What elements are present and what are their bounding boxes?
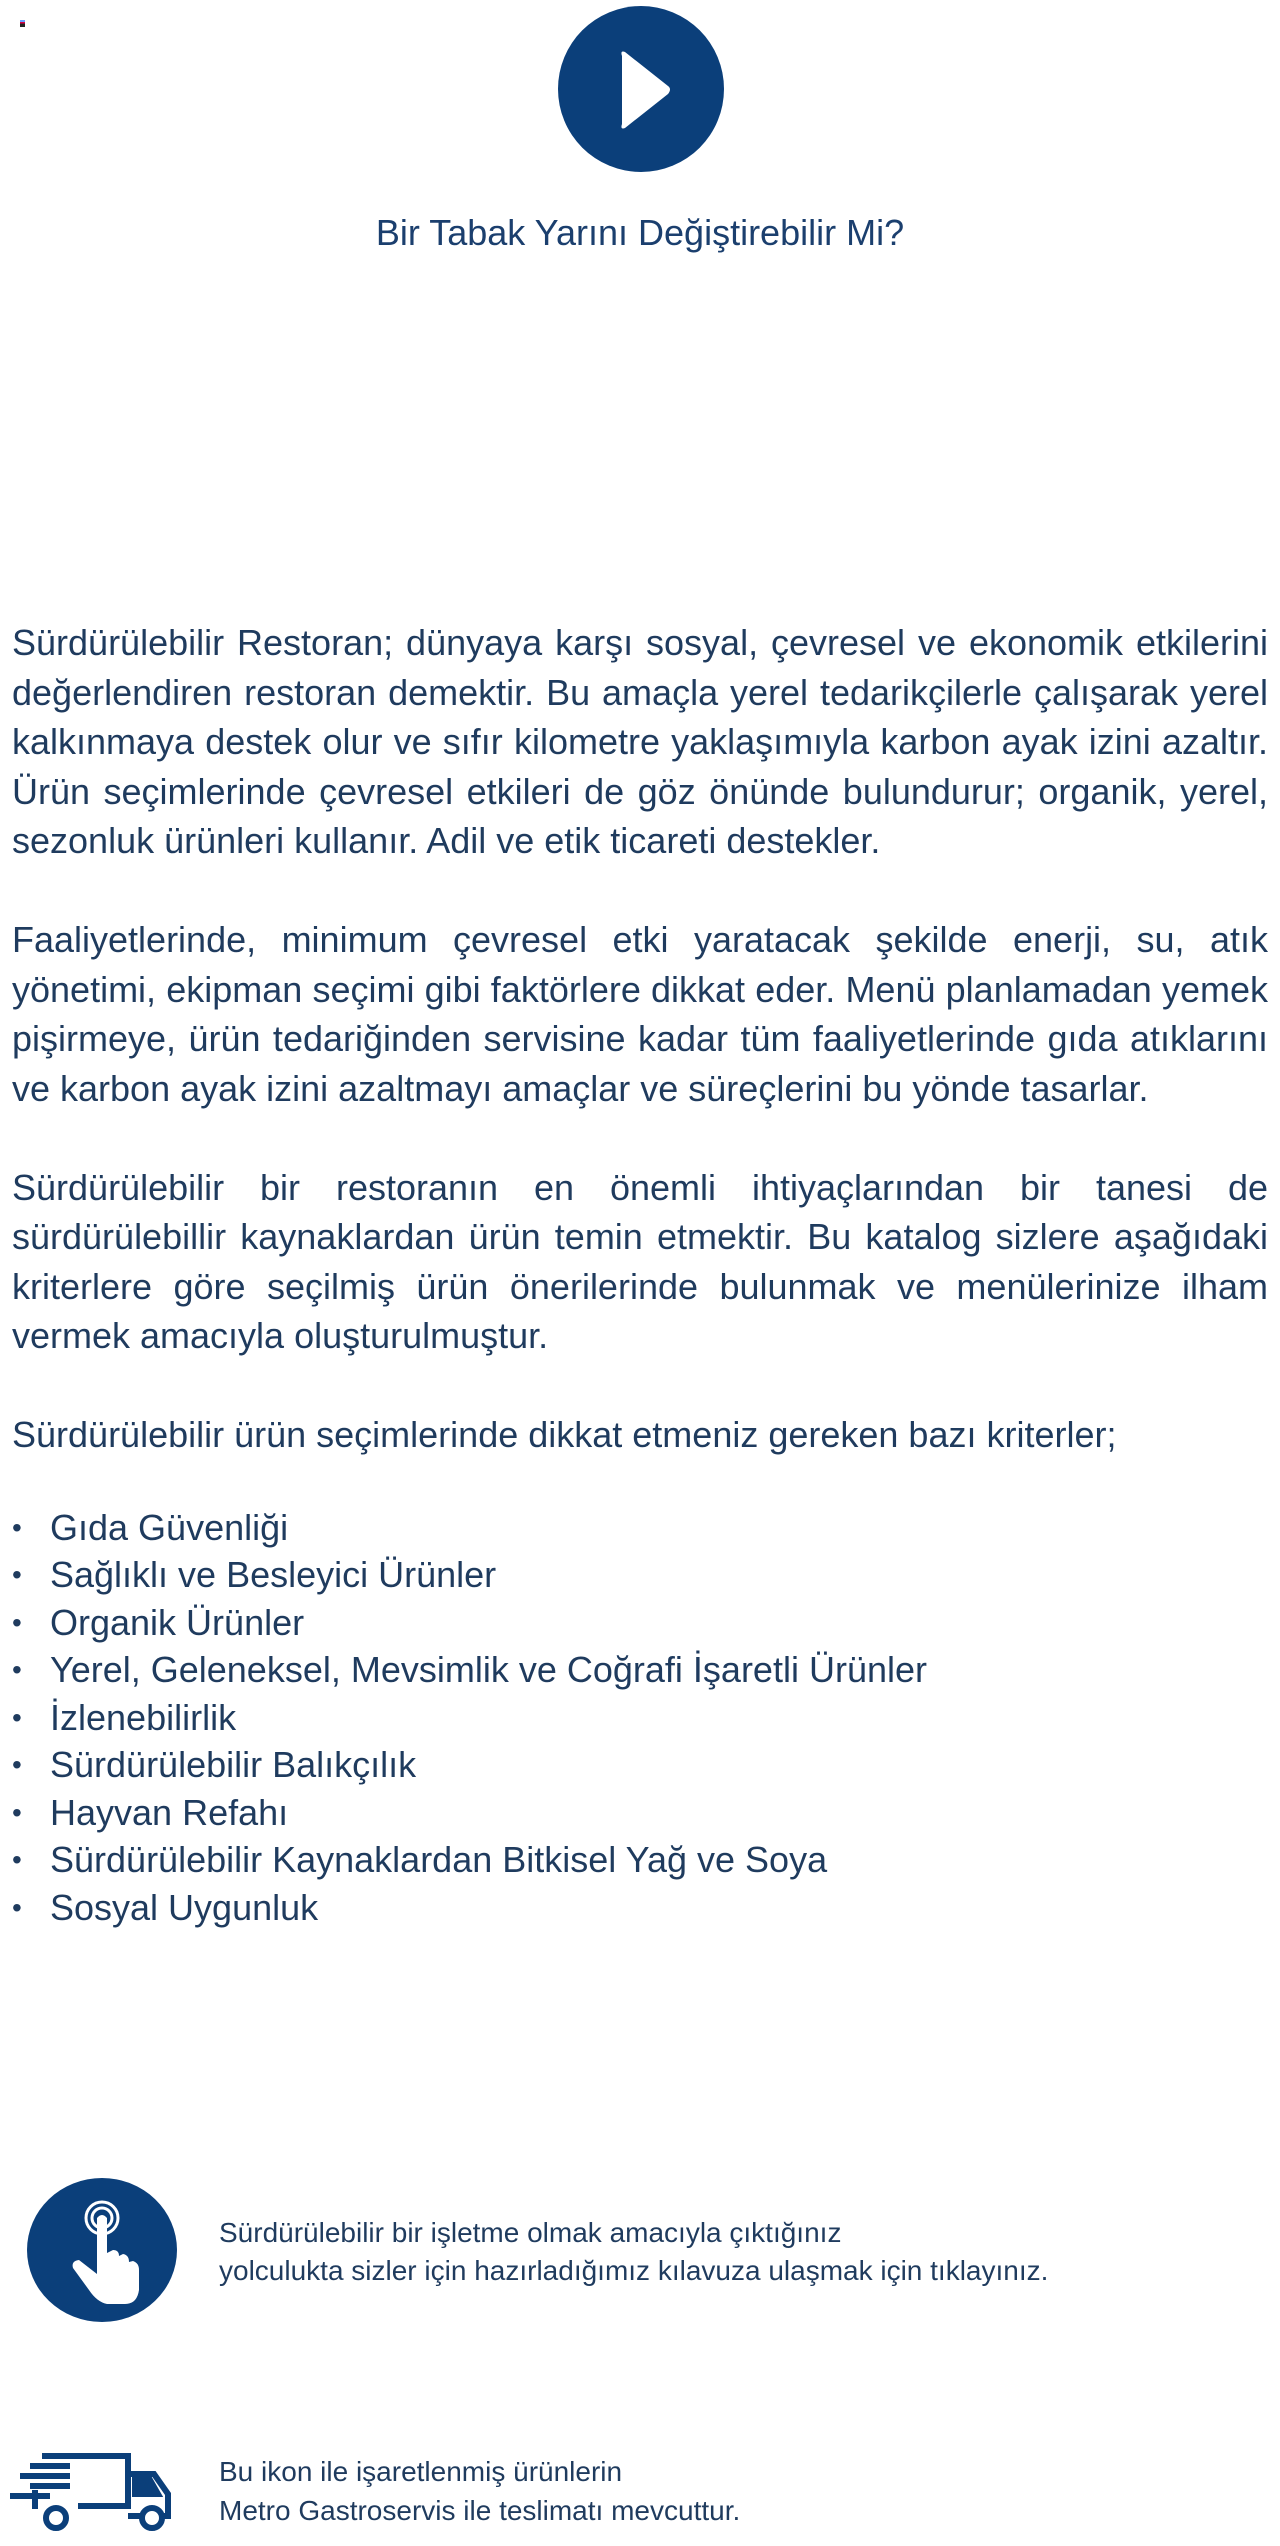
list-item: • Sürdürülebilir Kaynaklardan Bitkisel Yağ ve Soya	[12, 1836, 1268, 1884]
hand-pointer-icon	[27, 2178, 177, 2322]
list-item: • Sosyal Uygunluk	[12, 1884, 1268, 1932]
delivery-text-line: Bu ikon ile işaretlenmiş ürünlerin	[219, 2456, 623, 2487]
criteria-intro: Sürdürülebilir ürün seçimlerinde dikkat etmeniz gereken bazı kriterler;	[12, 1414, 1117, 1455]
paragraph: Sürdürülebilir Restoran; dünyaya karşı sosyal, çevresel ve ekonomik etkilerini değerlendiren restoran demektir. Bu amaçla yerel tedarikçilerle çalışarak yerel kalkınmaya destek olur ve sıfır kilometre yaklaşımıyla karbon ayak izini azaltır. Ürün seçimlerinde çevresel etkileri de göz önünde bulundurur; organik, yerel, sezonluk ürünleri kullanır. Adil ve etik ticareti destekler.	[12, 622, 1268, 861]
play-video-button[interactable]	[558, 6, 724, 172]
list-item: • Sürdürülebilir Balıkçılık	[12, 1741, 1268, 1789]
list-item: • Yerel, Geleneksel, Mevsimlik ve Coğrafi İşaretli Ürünler	[12, 1646, 1268, 1694]
list-item: • İzlenebilirlik	[12, 1694, 1268, 1742]
delivery-note	[219, 2452, 740, 2530]
corner-mark	[20, 20, 25, 27]
paragraph: Sürdürülebilir bir restoranın en önemli ihtiyaçlarından bir tanesi de sürdürülebillir kaynaklardan ürün temin etmektir. Bu katalog sizlere aşağıdaki kriterlere göre seçilmiş ürün önerilerinde bulunmak ve menülerinize ilham vermek amacıyla oluşturulmuştur.	[12, 1166, 1268, 1356]
list-item: • Hayvan Refahı	[12, 1789, 1268, 1837]
video-title: Bir Tabak Yarını Değiştirebilir Mi?	[375, 212, 905, 253]
guide-button[interactable]	[27, 2178, 177, 2322]
delivery-text-line: Metro Gastroservis ile teslimatı mevcuttur.	[219, 2495, 741, 2526]
list-item: • Sağlıklı ve Besleyici Ürünler	[12, 1551, 1268, 1599]
guide-text-line: yolculukta sizler için hazırladığımız kılavuza ulaşmak için tıklayınız.	[219, 2255, 1049, 2286]
list-item: • Gıda Güvenliği	[12, 1504, 1268, 1552]
paragraph: Faaliyetlerinde, minimum çevresel etki yaratacak şekilde enerji, su, atık yönetimi, ekipman seçimi gibi faktörlere dikkat eder. Menü planlamadan yemek pişirmeye, ürün tedariğinden servisine kadar tüm faaliyetlerinde gıda atıklarını ve karbon ayak izini azaltmayı amaçlar ve süreçlerini bu yönde tasarlar.	[12, 919, 1268, 1109]
intro-text	[12, 618, 1268, 1931]
guide-text-line: Sürdürülebilir bir işletme olmak amacıyla çıktığınız	[219, 2217, 842, 2248]
delivery-truck-icon	[10, 2450, 175, 2537]
criteria-list	[12, 1504, 1268, 1932]
list-item: • Organik Ürünler	[12, 1599, 1268, 1647]
guide-link[interactable]	[219, 2214, 1048, 2290]
play-icon	[558, 6, 724, 172]
